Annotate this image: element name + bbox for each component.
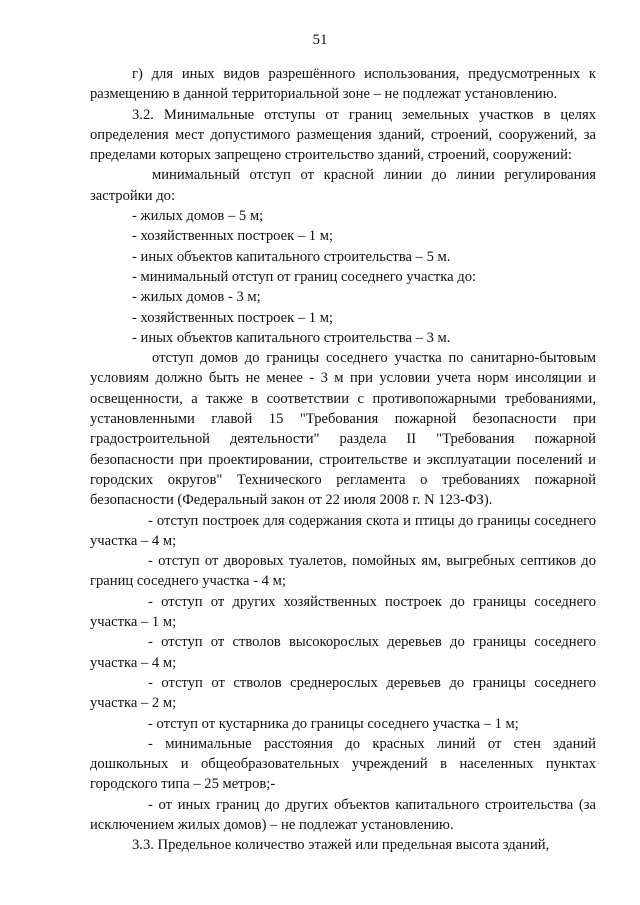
list-item: - отступ от стволов среднерослых деревьев до границы соседнего участка – 2 м; bbox=[90, 674, 596, 712]
paragraph-3-3: 3.3. Предельное количество этажей или предельная высота зданий, bbox=[132, 837, 550, 854]
list-item: - хозяйственных построек – 1 м; bbox=[132, 309, 334, 326]
list-item: - иных объектов капитального строительства – 3 м. bbox=[132, 329, 451, 346]
document-body bbox=[90, 64, 596, 856]
list-item: - минимальный отступ от границ соседнего участка до: bbox=[132, 268, 477, 285]
list-item: - отступ от других хозяйственных построек до границы соседнего участка – 1 м; bbox=[90, 593, 596, 631]
list-item: - отступ от стволов высокорослых деревьев до границы соседнего участка – 4 м; bbox=[90, 634, 596, 671]
list-item: - жилых домов - 3 м; bbox=[132, 289, 261, 306]
page-number: 51 bbox=[312, 32, 328, 48]
list-item: - минимальные расстояния до красных линий от стен зданий дошкольных и общеобразовательных учреждений в населенных пунктах городского типа – 25 метров;- bbox=[90, 735, 596, 793]
paragraph-red-line-offset: минимальный отступ от красной линии до линии регулирования застройки до: bbox=[90, 167, 596, 204]
list-item: - от иных границ до других объектов капитального строительства (за исключением жилых домов) – не подлежат установлению. bbox=[90, 796, 596, 833]
list-item: - отступ от дворовых туалетов, помойных ям, выгребных септиков до границ соседнего участка - 4 м; bbox=[90, 553, 596, 590]
list-item: - отступ от кустарника до границы соседнего участка – 1 м; bbox=[148, 715, 519, 732]
paragraph-sanitary-offset: отступ домов до границы соседнего участка по санитарно-бытовым условиям должно быть не менее - 3 м при условии учета норм инсоляции и освещенности, а также в соответствии с противопожарными требованиями, установленными главой 15 "Требования пожарной безопасности при градостроительной деятельности" раздела II "Требования пожарной безопасности при проектировании, строительстве и эксплуатации поселений и городских округов" Технического регламента о требованиях пожарной безопасности (Федеральный закон от 22 июля 2008 г. N 123-ФЗ). bbox=[90, 350, 596, 509]
paragraph-item-g: г) для иных видов разрешённого использования, предусмотренных к размещению в данной территориальной зоне – не подлежат установлению. bbox=[90, 66, 596, 103]
list-item: - отступ построек для содержания скота и птицы до границы соседнего участка – 4 м; bbox=[90, 512, 596, 549]
paragraph-3-2: 3.2. Минимальные отступы от границ земельных участков в целях определения мест допустимого размещения зданий, строений, сооружений, за пределами которых запрещено строительство зданий, строений, сооружений: bbox=[90, 106, 596, 164]
list-item: - иных объектов капитального строительства – 5 м. bbox=[132, 248, 451, 265]
list-item: - хозяйственных построек – 1 м; bbox=[132, 228, 334, 245]
list-item: - жилых домов – 5 м; bbox=[132, 208, 264, 225]
